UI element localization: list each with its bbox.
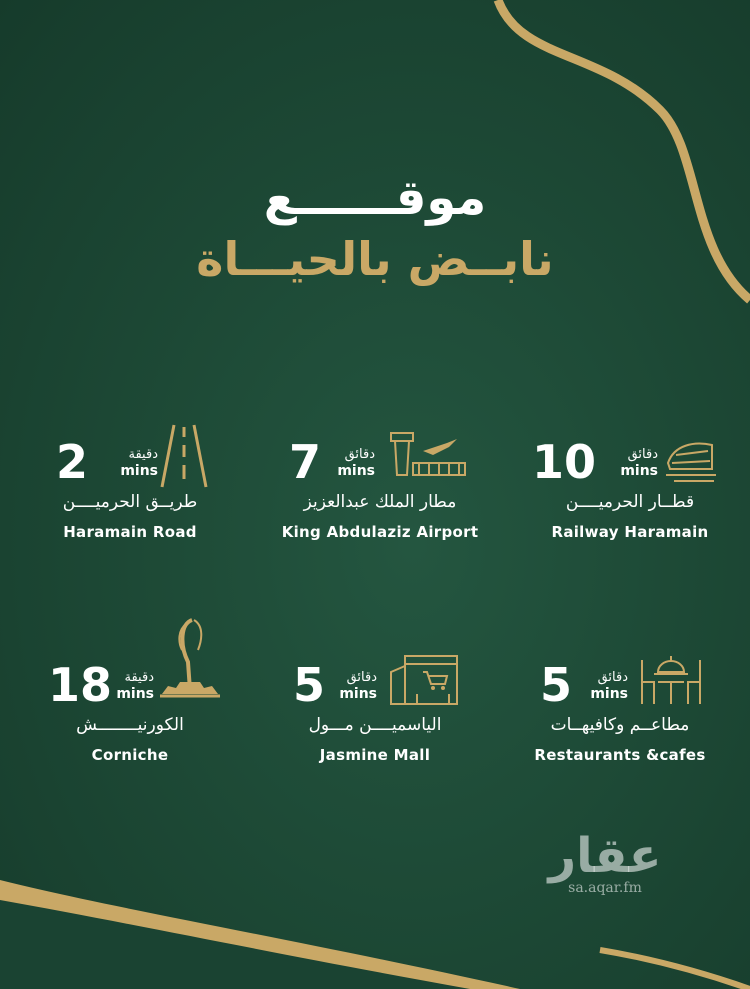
label-ar: مطار الملك عبدالعزيز bbox=[303, 492, 457, 512]
label-en: Restaurants &cafes bbox=[534, 746, 706, 764]
location-airport bbox=[265, 437, 495, 557]
label-ar: مطاعــم وكافيهــات bbox=[550, 715, 690, 735]
minutes-number: 5 bbox=[293, 658, 326, 712]
location-road bbox=[20, 437, 240, 557]
minutes-number: 7 bbox=[289, 435, 322, 489]
label-ar: الياسميــــن مـــول bbox=[308, 715, 442, 735]
road-icon bbox=[154, 423, 214, 489]
label-en: Corniche bbox=[91, 746, 169, 764]
minutes-unit: دقائق mins bbox=[620, 447, 658, 479]
minutes-unit: دقيقة mins bbox=[120, 447, 158, 479]
label-ar: قطــار الحرميــــن bbox=[565, 492, 695, 512]
label-en: Haramain Road bbox=[63, 523, 197, 541]
minutes-number: 5 bbox=[540, 658, 573, 712]
restaurant-icon bbox=[638, 652, 704, 712]
heading-line-1: موقــــــع bbox=[263, 170, 487, 226]
label-en: Jasmine Mall bbox=[319, 746, 431, 764]
label-en: King Abdulaziz Airport bbox=[281, 523, 479, 541]
minutes-unit: دقائق mins bbox=[339, 670, 377, 702]
minutes-number: 18 bbox=[48, 658, 113, 712]
airport-icon bbox=[387, 429, 467, 489]
minutes-unit: دقائق mins bbox=[590, 670, 628, 702]
minutes-unit: دقائق mins bbox=[337, 447, 375, 479]
label-ar: طريــق الحرميــــن bbox=[62, 492, 198, 512]
train-icon bbox=[660, 429, 720, 489]
location-restaurants bbox=[510, 660, 730, 780]
watermark bbox=[540, 828, 670, 896]
mall-icon bbox=[387, 652, 461, 712]
label-en: Railway Haramain bbox=[551, 523, 709, 541]
minutes-number: 2 bbox=[56, 435, 89, 489]
location-railway bbox=[520, 437, 740, 557]
minutes-unit: دقيقة mins bbox=[116, 670, 154, 702]
watermark-url: sa.aqar.fm bbox=[568, 880, 642, 896]
heading-line-2: نابــض بالحيـــاة bbox=[196, 232, 554, 286]
fountain-icon bbox=[158, 616, 222, 706]
watermark-logo: عقار bbox=[548, 828, 662, 884]
location-mall bbox=[265, 660, 485, 780]
location-corniche bbox=[20, 660, 240, 780]
label-ar: الكورنيــــــــش bbox=[76, 715, 184, 735]
minutes-number: 10 bbox=[532, 435, 597, 489]
